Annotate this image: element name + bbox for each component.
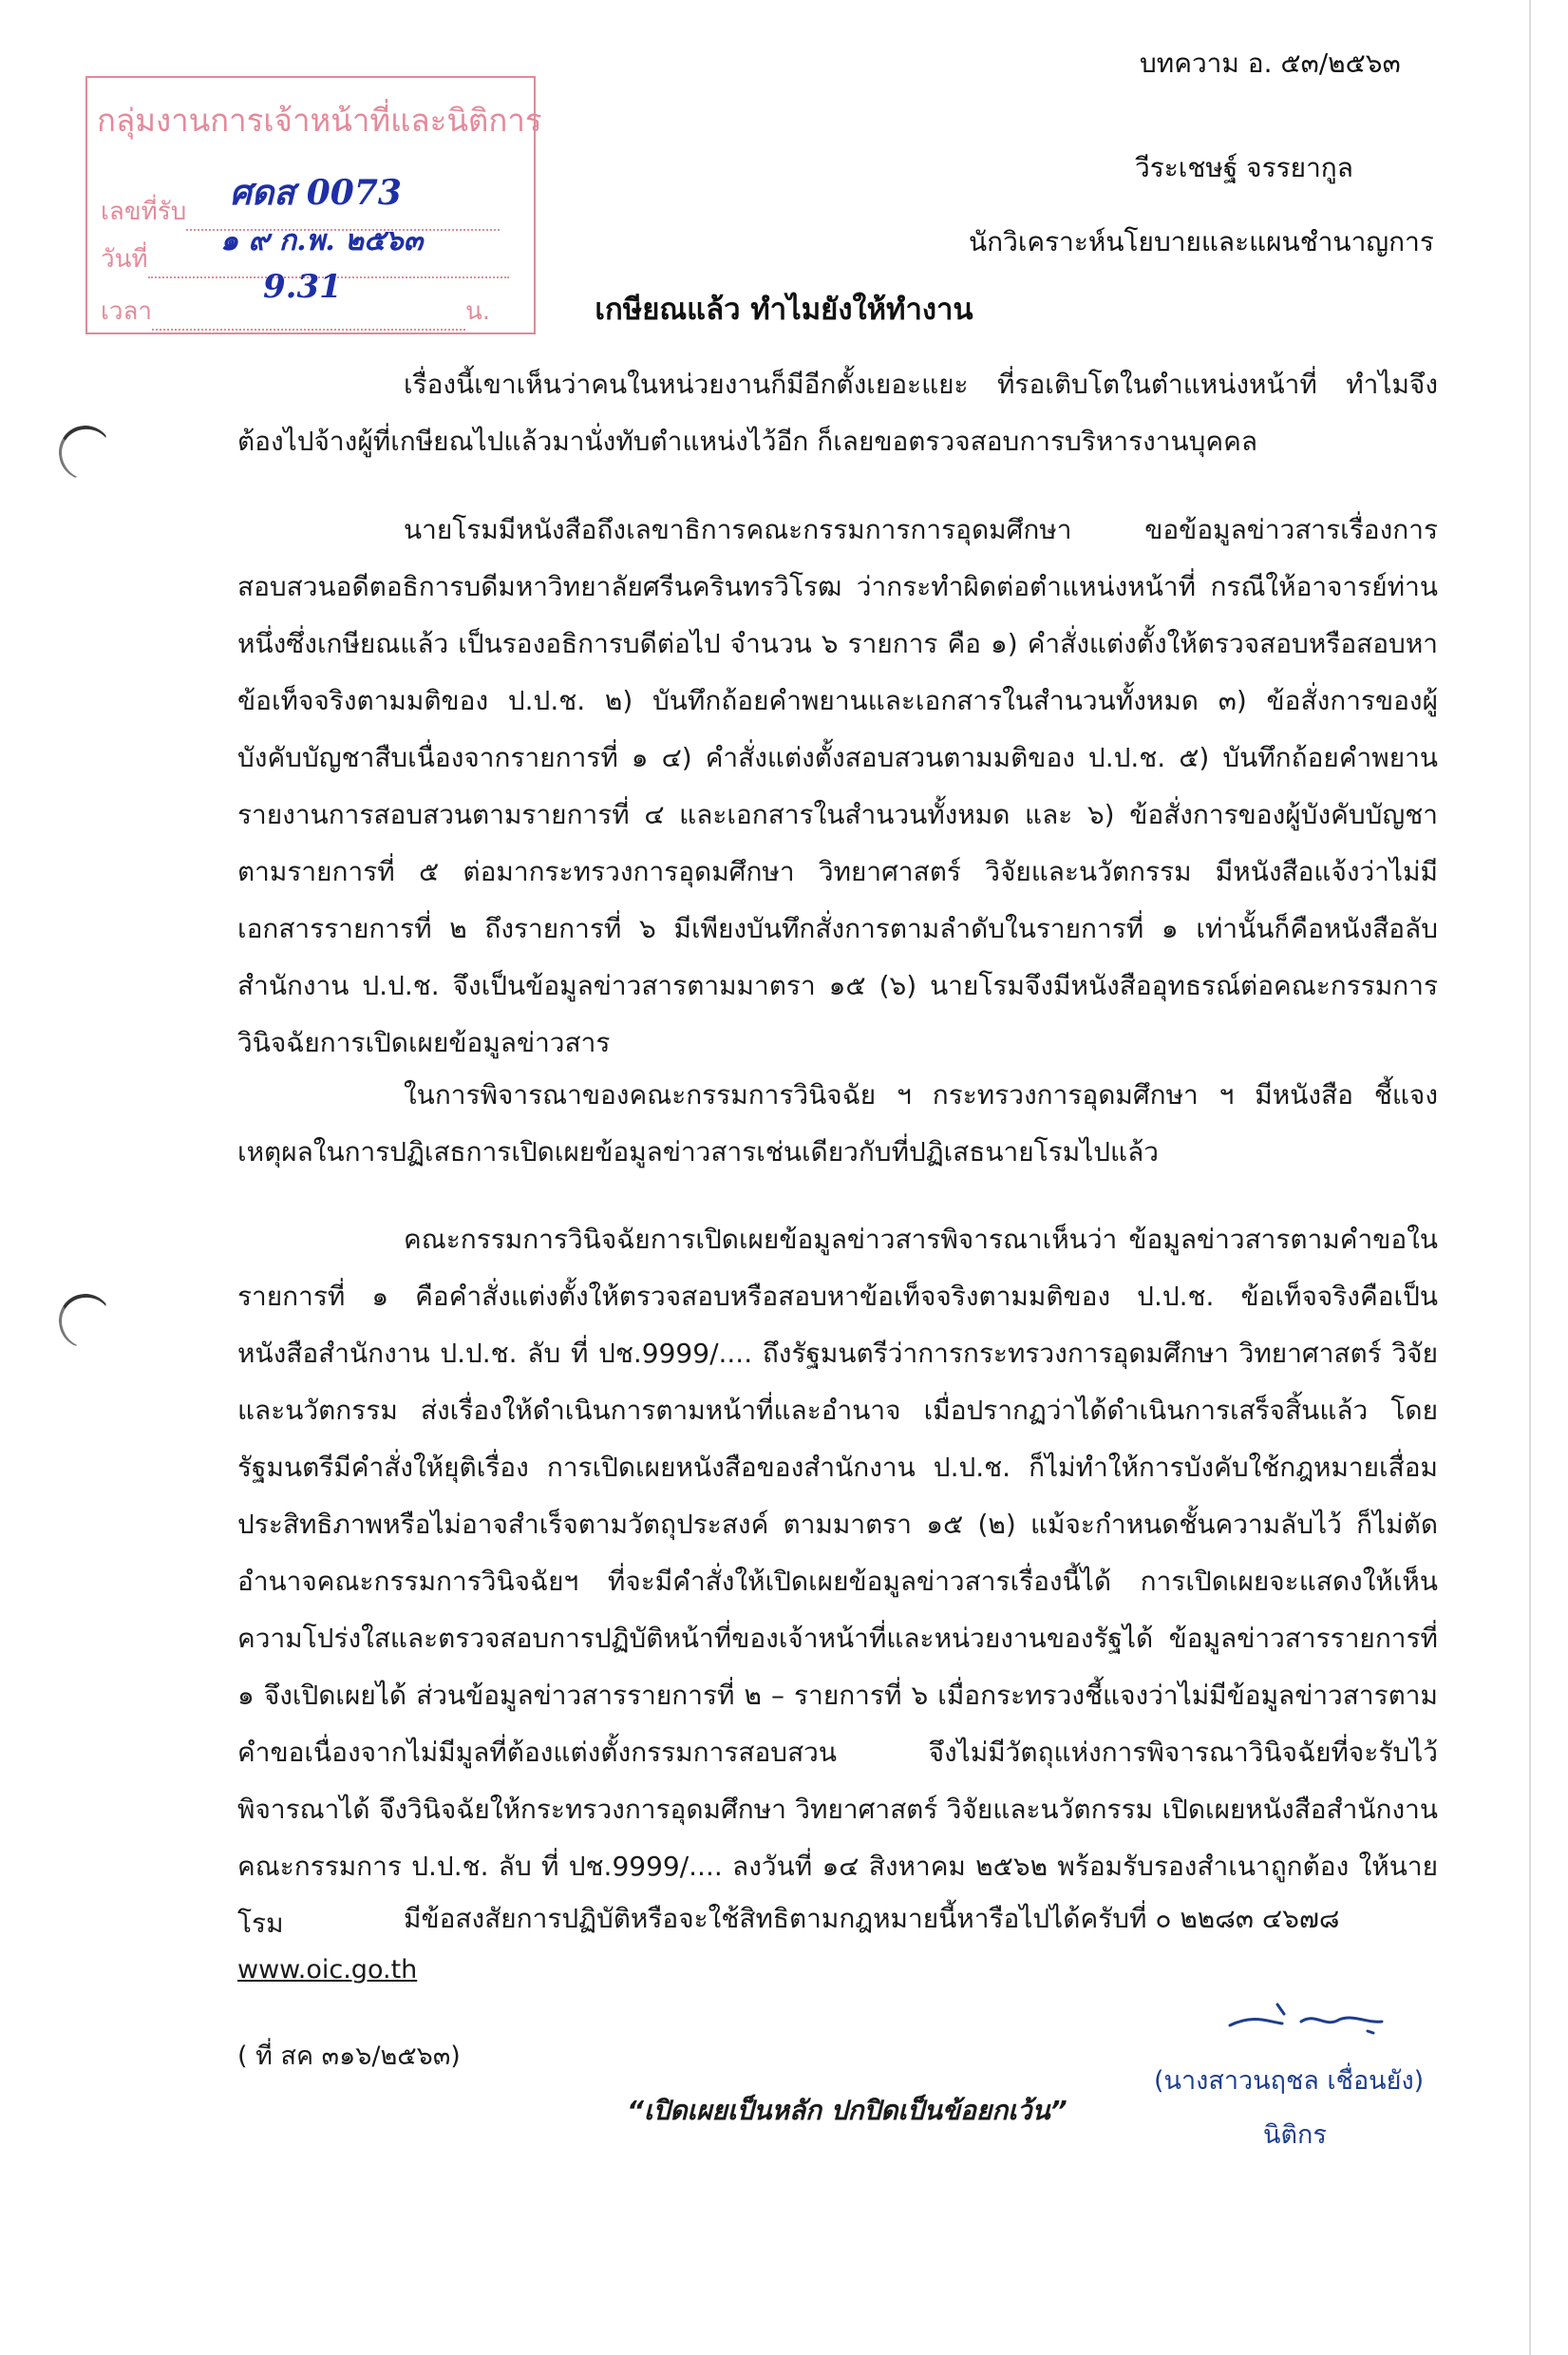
stamp-receipt-handwritten: ศดส 0073 [230, 173, 402, 213]
signature-scribble [1225, 1985, 1396, 2042]
stamp-time-handwritten: 9.31 [263, 268, 342, 306]
stamp-title: กลุ่มงานการเจ้าหน้าที่และนิติการ [97, 102, 542, 139]
author-name: วีระเชษฐ์ จรรยากูล [1135, 152, 1353, 183]
reference-number: ( ที่ สค ๓๑๖/๒๕๖๓) [237, 2042, 461, 2071]
punch-hole-bottom [54, 1290, 116, 1353]
website-link[interactable]: www.oic.go.th [237, 1955, 418, 1985]
paragraph-1: เรื่องนี้เขาเห็นว่าคนในหน่วยงานก็มีอีกตั้งเยอะแยะ ที่รอเติบโตในตำแหน่งหน้าที่ ทำไมจึงต้องไปจ้างผู้ที่เกษียณไปแล้วมานั่งทับตำแหน่งไว้อีก ก็เลยขอตรวจสอบการบริหารงานบุคคล [237, 369, 1438, 457]
article-number: บทความ อ. ๕๓/๒๕๖๓ [1140, 47, 1401, 79]
paragraph-2: นายโรมมีหนังสือถึงเลขาธิการคณะกรรมการการอุดมศึกษา ขอข้อมูลข่าวสารเรื่องการสอบสวนอดีตอธิการบดีมหาวิทยาลัยศรีนครินทรวิโรฒ ว่ากระทำผิดต่อตำแหน่งหน้าที่ กรณีให้อาจารย์ท่านหนึ่งซึ่งเกษียณแล้ว เป็นรองอธิการบดีต่อไป จำนวน ๖ รายการ คือ ๑) คำสั่งแต่งตั้งให้ตรวจสอบหรือสอบหาข้อเท็จจริงตามมติของ ป.ป.ช. ๒) บันทึกถ้อยคำพยานและเอกสารในสำนวนทั้งหมด ๓) ข้อสั่งการของผู้บังคับบัญชาสืบเนื่องจากรายการที่ ๑ ๔) คำสั่งแต่งตั้งสอบสวนตามมติของ ป.ป.ช. ๕) บันทึกถ้อยคำพยาน รายงานการสอบสวนตามรายการที่ ๔ และเอกสารในสำนวนทั้งหมด และ ๖) ข้อสั่งการของผู้บังคับบัญชา ตามรายการที่ ๕ ต่อมากระทรวงการอุดมศึกษา วิทยาศาสตร์ วิจัยและนวัตกรรม มีหนังสือแจ้งว่าไม่มีเอกสารรายการที่ ๒ ถึงรายการที่ ๖ มีเพียงบันทึกสั่งการตามลำดับในรายการที่ ๑ เท่านั้นก็คือหนังสือลับสำนักงาน ป.ป.ช. จึงเป็นข้อมูลข่าวสารตามมาตรา ๑๕ (๖) นายโรมจึงมีหนังสืออุทธรณ์ต่อคณะกรรมการวินิจฉัยการเปิดเผยข้อมูลข่าวสาร [237, 514, 1438, 1058]
paragraph-4: คณะกรรมการวินิจฉัยการเปิดเผยข้อมูลข่าวสารพิจารณาเห็นว่า ข้อมูลข่าวสารตามคำขอในรายการที่ ๑ คือคำสั่งแต่งตั้งให้ตรวจสอบหรือสอบหาข้อเท็จจริงตามมติของ ป.ป.ช. ข้อเท็จจริงคือเป็นหนังสือสำนักงาน ป.ป.ช. ลับ ที่ ปช.9999/.... ถึงรัฐมนตรีว่าการกระทรวงการอุดมศึกษา วิทยาศาสตร์ วิจัยและนวัตกรรม ส่งเรื่องให้ดำเนินการตามหน้าที่และอำนาจ เมื่อปรากฏว่าได้ดำเนินการเสร็จสิ้นแล้ว โดยรัฐมนตรีมีคำสั่งให้ยุติเรื่อง การเปิดเผยหนังสือของสำนักงาน ป.ป.ช. ก็ไม่ทำให้การบังคับใช้กฎหมายเสื่อมประสิทธิภาพหรือไม่อาจสำเร็จตามวัตถุประสงค์ ตามมาตรา ๑๕ (๒) แม้จะกำหนดชั้นความลับไว้ ก็ไม่ตัดอำนาจคณะกรรมการวินิจฉัยฯ ที่จะมีคำสั่งให้เปิดเผยข้อมูลข่าวสารเรื่องนี้ได้ การเปิดเผยจะแสดงให้เห็นความโปร่งใสและตรวจสอบการปฏิบัติหน้าที่ของเจ้าหน้าที่และหน่วยงานของรัฐได้ ข้อมูลข่าวสารรายการที่ ๑ จึงเปิดเผยได้ ส่วนข้อมูลข่าวสารรายการที่ ๒ – รายการที่ ๖ เมื่อกระทรวงชี้แจงว่าไม่มีข้อมูลข่าวสารตามคำขอเนื่องจากไม่มีมูลที่ต้องแต่งตั้งกรรมการสอบสวน จึงไม่มีวัตถุแห่งการพิจารณาวินิจฉัยที่จะรับไว้พิจารณาได้ จึงวินิจฉัยให้กระทรวงการอุดมศึกษา วิทยาศาสตร์ วิจัยและนวัตกรรม เปิดเผยหนังสือสำนักงานคณะกรรมการ ป.ป.ช. ลับ ที่ ปช.9999/.... ลงวันที่ ๑๔ สิงหาคม ๒๕๖๒ พร้อมรับรองสำเนาถูกต้อง ให้นายโรม [237, 1224, 1438, 1939]
stamp-time-suffix: น. [465, 297, 491, 326]
stamp-time-label: เวลา [101, 297, 153, 326]
stamp-receipt-label: เลขที่รับ [101, 198, 187, 226]
stamp-date-label: วันที่ [101, 245, 148, 274]
article-title: เกษียณแล้ว ทำไมยังให้ทำงาน [595, 293, 973, 327]
paragraph-3: ในการพิจารณาของคณะกรรมการวินิจฉัย ฯ กระทรวงการอุดมศึกษา ฯ มีหนังสือ ชี้แจงเหตุผลในการปฏิเสธการเปิดเผยข้อมูลข่าวสารเช่นเดียวกับที่ปฏิเสธนายโรมไปแล้ว [237, 1079, 1438, 1168]
signer-name: (นางสาวนฤชล เชื่อนยัง) [1154, 2066, 1425, 2096]
signer-role: นิติกร [1263, 2120, 1327, 2150]
paragraph-5: มีข้อสงสัยการปฏิบัติหรือจะใช้สิทธิตามกฎหมายนี้หารือไปได้ครับที่ ๐ ๒๒๘๓ ๔๖๗๘ [404, 1903, 1340, 1934]
stamp-date-handwritten: ๑ ๙ ก.พ. ๒๕๖๓ [220, 224, 424, 257]
page-edge-divider [1529, 0, 1531, 2355]
motto: “เปิดเผยเป็นหลัก ปกปิดเป็นข้อยกเว้น” [627, 2095, 1067, 2126]
author-position: นักวิเคราะห์นโยบายและแผนชำนาญการ [969, 226, 1434, 257]
punch-hole-top [54, 422, 116, 484]
